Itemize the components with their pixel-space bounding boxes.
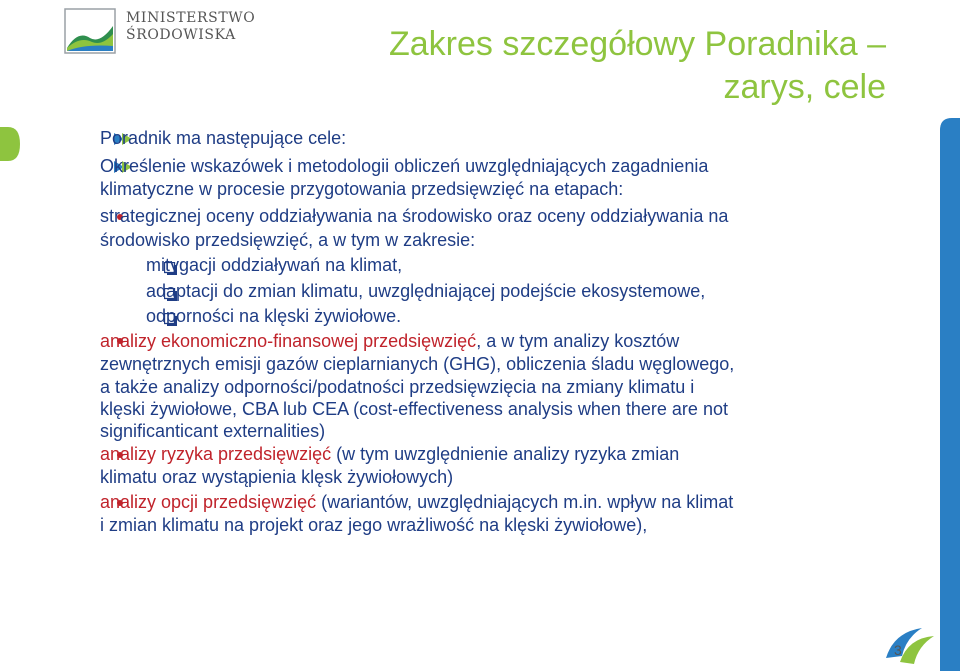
slide-title-line-1: Zakres szczegółowy Poradnika – [388, 24, 886, 63]
bullet4-rest: (wariantów, uwzględniających m.in. wpływ na klimat [316, 492, 734, 512]
ministry-logo-icon [64, 8, 116, 54]
intro-line-2: Określenie wskazówek i metodologii obliczeń uwzględniających zagadnienia [100, 156, 709, 176]
bullet1-line-2: środowisko przedsięwzięć, a w tym w zakresie: [100, 230, 476, 250]
bullet2-line-1 [100, 331, 679, 352]
bullet4-line-1 [100, 492, 733, 513]
bullet1-line-1: strategicznej oceny oddziaływania na środowisko oraz oceny oddziaływania na [100, 206, 729, 226]
logo-line-2: ŚRODOWISKA [126, 27, 236, 43]
bullet4-lead: analizy opcji przedsięwzięć [100, 492, 317, 512]
bullet2-line-4: klęski żywiołowe, CBA lub CEA (cost-effectiveness analysis when there are not [100, 399, 728, 419]
left-accent-tab [0, 127, 20, 161]
bullet3-line-2: klimatu oraz wystąpienia klęsk żywiołowych) [100, 467, 454, 487]
bullet1-subitem: odporności na klęski żywiołowe. [146, 306, 402, 326]
bullet4-line-2: i zmian klimatu na projekt oraz jego wrażliwość na klęski żywiołowe), [100, 515, 648, 535]
slide-title-line-2: zarys, cele [723, 67, 886, 106]
bullet3-lead: analizy ryzyka przedsięwzięć [100, 444, 332, 464]
bullet1-subitem: mitygacji oddziaływań na klimat, [146, 255, 403, 275]
intro-line-1: Poradnik ma następujące cele: [100, 128, 347, 148]
logo-line-1: MINISTERSTWO [126, 10, 256, 26]
page-number: 3 [894, 642, 902, 658]
bullet2-rest: , a w tym analizy kosztów [476, 331, 680, 351]
bullet2-line-2: zewnętrznych emisji gazów cieplarnianych (GHG), obliczenia śladu węglowego, [100, 354, 735, 374]
bullet3-line-1 [100, 444, 679, 465]
bullet1-subitem: adaptacji do zmian klimatu, uwzględniającej podejście ekosystemowe, [146, 281, 706, 301]
bullet2-line-3: a także analizy odporności/podatności przedsięwzięcia na zmiany klimatu i [100, 377, 695, 397]
ministry-logo [64, 8, 254, 54]
bullet3-rest: (w tym uwzględnienie analizy ryzyka zmian [331, 444, 680, 464]
intro-line-3: klimatyczne w procesie przygotowania przedsięwzięć na etapach: [100, 179, 624, 199]
right-accent-bar [940, 118, 960, 671]
slide-title [326, 23, 886, 109]
footer-logo-icon [876, 622, 938, 670]
bullet2-lead: analizy ekonomiczno-finansowej przedsięwzięć [100, 331, 477, 351]
bullet2-line-5: significanticant externalities) [100, 421, 326, 441]
